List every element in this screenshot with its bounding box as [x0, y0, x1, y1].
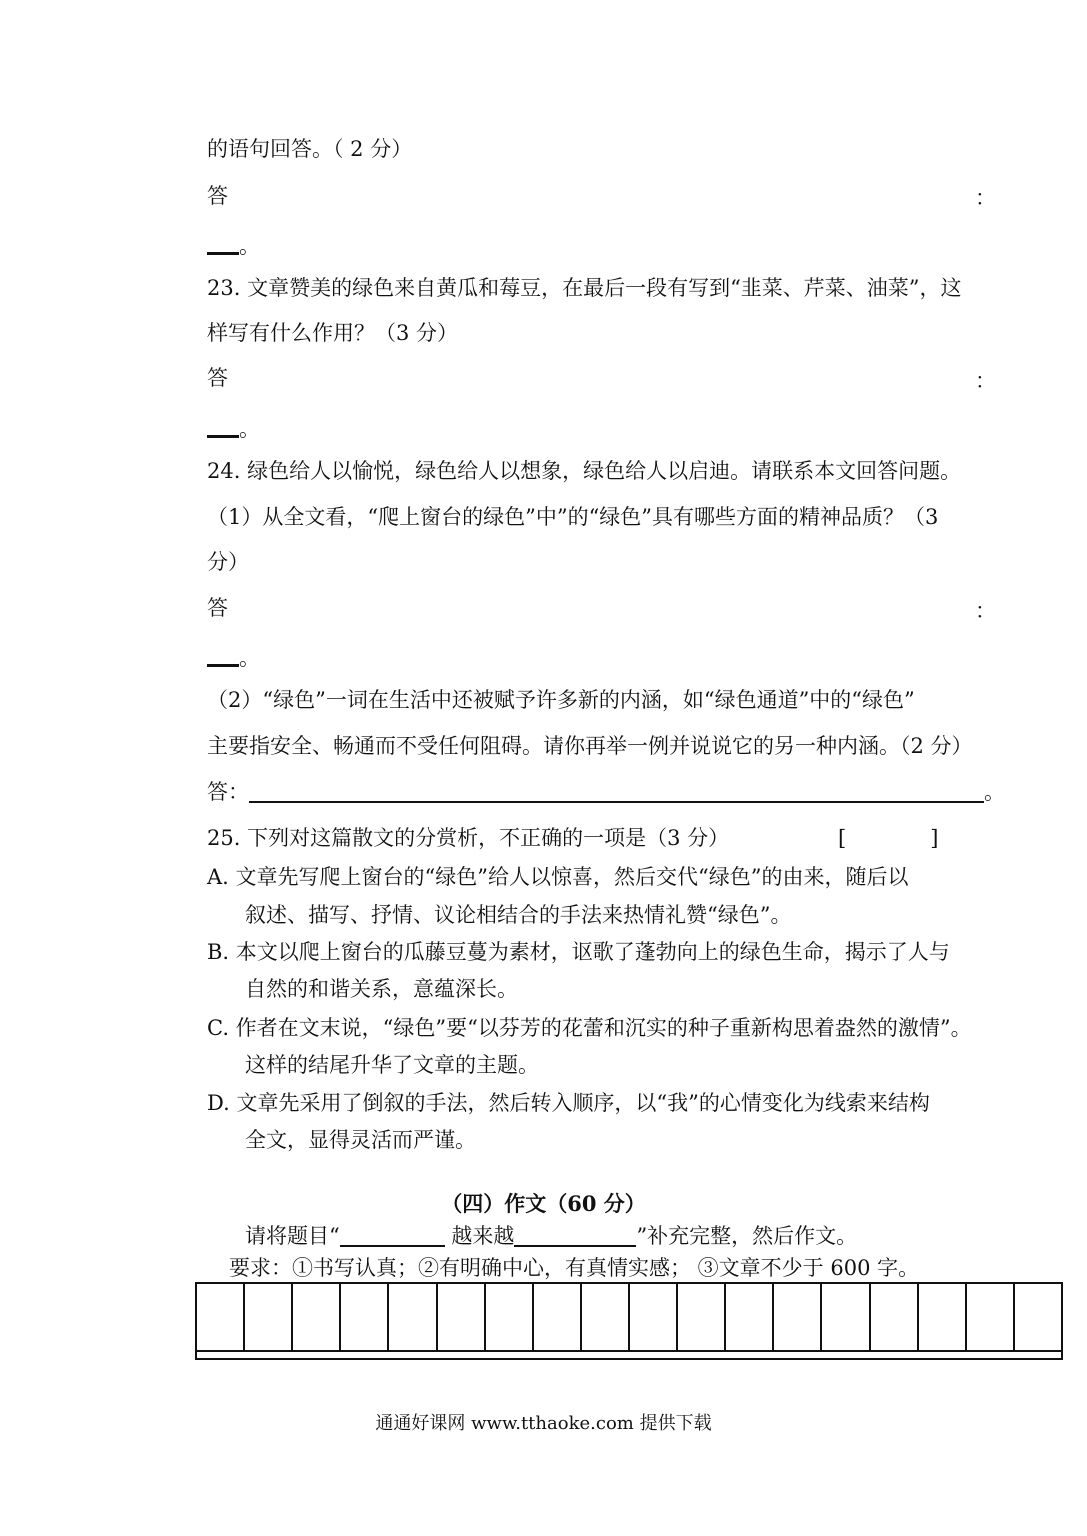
q22-answer-label: 答: [207, 184, 228, 208]
prompt-part-c: ”补充完整，然后作文。: [636, 1224, 858, 1248]
q25-answer-bracket[interactable]: [ ]: [838, 826, 939, 850]
q24-answer-colon: ：: [975, 599, 996, 623]
blank-line: [207, 236, 239, 255]
q23-answer-colon: ：: [975, 369, 996, 393]
grid-cell[interactable]: [341, 1284, 389, 1350]
grid-cell[interactable]: [822, 1284, 870, 1350]
period: 。: [239, 234, 260, 258]
q25-stem: 25. 下列对这篇散文的分赏析，不正确的一项是（3 分）: [207, 826, 730, 850]
grid-cell[interactable]: [678, 1284, 726, 1350]
grid-cell[interactable]: [871, 1284, 919, 1350]
composition-title: （四）作文（60 分）: [441, 1191, 646, 1216]
q23-answer-blank[interactable]: [207, 413, 260, 443]
q24-part2-line2: 主要指安全、畅通而不受任何阻碍。请你再举一例并说说它的另一种内涵。（2 分）: [207, 734, 973, 758]
grid-cell[interactable]: [245, 1284, 293, 1350]
grid-cell[interactable]: [1015, 1284, 1061, 1350]
q25-option-c-line2: 这样的结尾升华了文章的主题。: [245, 1053, 539, 1077]
grid-cell[interactable]: [389, 1284, 437, 1350]
q24-stem: 24. 绿色给人以愉悦，绿色给人以想象，绿色给人以启迪。请联系本文回答问题。: [207, 459, 962, 483]
prompt-part-b: 越来越: [444, 1224, 515, 1248]
prompt-part-a: 请将题目“: [245, 1224, 340, 1248]
grid-cell[interactable]: [293, 1284, 341, 1350]
grid-row: [197, 1284, 1061, 1352]
q25-option-b-line1: B. 本文以爬上窗台的瓜藤豆蔓为素材，讴歌了蓬勃向上的绿色生命，揭示了人与: [207, 940, 950, 964]
q24-part1-line2: 分）: [207, 550, 249, 574]
grid-cell[interactable]: [582, 1284, 630, 1350]
footer-credit: 通通好课网 www.tthaoke.com 提供下载: [375, 1413, 712, 1434]
grid-cell[interactable]: [486, 1284, 534, 1350]
answer-fill-line: [249, 783, 984, 803]
q22-answer-blank[interactable]: [207, 230, 260, 260]
grid-cell[interactable]: [774, 1284, 822, 1350]
q24-part2-answer[interactable]: [207, 776, 1005, 806]
q23-line2: 样写有什么作用？（3 分）: [207, 321, 459, 345]
grid-cell[interactable]: [197, 1284, 245, 1350]
q24-part1-line1: （1）从全文看，“爬上窗台的绿色”中”的“绿色”具有哪些方面的精神品质？（3: [207, 505, 939, 529]
blank-line: [207, 419, 239, 438]
period: 。: [239, 646, 260, 670]
q24-answer-blank[interactable]: [207, 642, 260, 672]
composition-requirements: 要求：①书写认真；②有明确中心，有真情实感； ③文章不少于 600 字。: [229, 1256, 920, 1280]
composition-prompt: [245, 1220, 857, 1250]
composition-writing-grid[interactable]: [195, 1282, 1063, 1360]
grid-cell[interactable]: [919, 1284, 967, 1350]
answer-label: 答：: [207, 780, 249, 804]
q25-option-d-line2: 全文，显得灵活而严谨。: [245, 1128, 476, 1152]
q24-answer-label: 答: [207, 596, 228, 620]
grid-cell[interactable]: [438, 1284, 486, 1350]
grid-cell[interactable]: [726, 1284, 774, 1350]
q22-tail: 的语句回答。（ 2 分）: [207, 137, 413, 161]
grid-cell[interactable]: [630, 1284, 678, 1350]
q25-option-b-line2: 自然的和谐关系，意蕴深长。: [245, 977, 518, 1001]
q25-option-a-line2: 叙述、描写、抒情、议论相结合的手法来热情礼赞“绿色”。: [245, 903, 792, 927]
title-blank-1[interactable]: [340, 1227, 445, 1247]
q25-option-a-line1: A. 文章先写爬上窗台的“绿色”给人以惊喜，然后交代“绿色”的由来，随后以: [207, 865, 909, 889]
period: 。: [239, 417, 260, 441]
q23-line1: 23. 文章赞美的绿色来自黄瓜和莓豆，在最后一段有写到“韭菜、芹菜、油菜”，这: [207, 276, 962, 300]
q24-part2-line1: （2）“绿色”一词在生活中还被赋予许多新的内涵，如“绿色通道”中的“绿色”: [207, 688, 915, 712]
q25-option-c-line1: C. 作者在文末说，“绿色”要“以芬芳的花蕾和沉实的种子重新构思着盎然的激情”。: [207, 1016, 972, 1040]
q25-option-d-line1: D. 文章先采用了倒叙的手法，然后转入顺序，以“我”的心情变化为线索来结构: [207, 1091, 930, 1115]
title-blank-2[interactable]: [514, 1227, 636, 1247]
q22-answer-colon: ：: [975, 186, 996, 210]
period: 。: [984, 780, 1005, 804]
blank-line: [207, 648, 239, 667]
grid-cell[interactable]: [967, 1284, 1015, 1350]
q23-answer-label: 答: [207, 366, 228, 390]
grid-cell[interactable]: [534, 1284, 582, 1350]
